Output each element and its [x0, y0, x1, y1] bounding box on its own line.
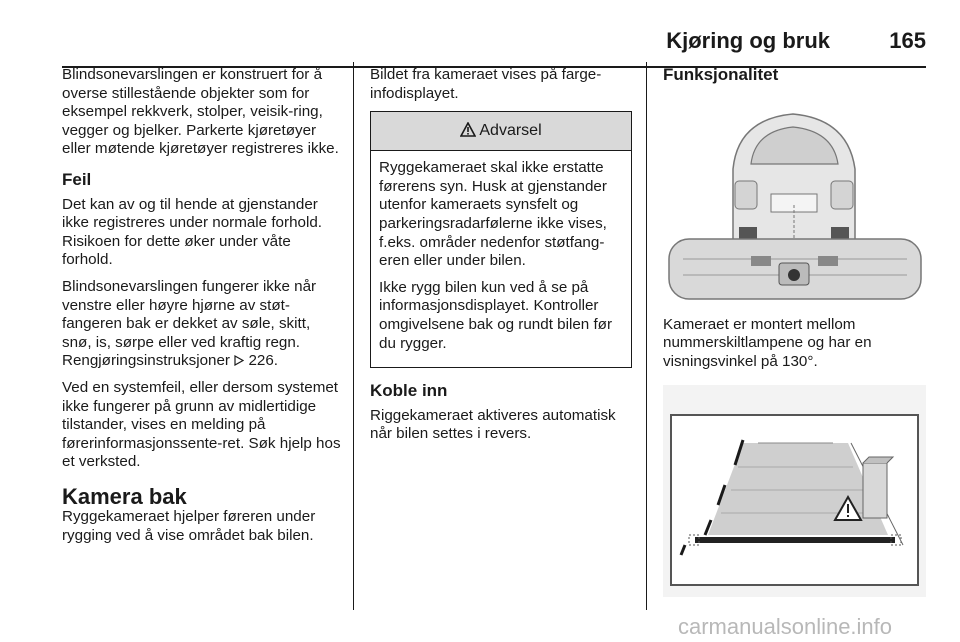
camera-position-paragraph: Kameraet er montert mellom nummerskiltlampene og har en visningsvinkel på 130°.: [663, 315, 872, 370]
column-divider-1: [353, 62, 354, 610]
page-header: [62, 28, 926, 58]
fault-paragraph-2-text: Blindsonevarslingen fungerer ikke når venstre eller høyre hjørne av støt-fangeren bak er dekket av søle, skitt, snø, is, sørpe eller ved kraftig regn. Rengjøringsinstruksjoner: [62, 277, 317, 370]
column-1: [62, 66, 342, 554]
chapter-title: Kjøring og bruk: [666, 28, 830, 53]
warning-title: Advarsel: [479, 121, 542, 139]
activate-heading: Koble inn: [370, 381, 448, 401]
camera-display-illustration: [663, 385, 926, 597]
fault-paragraph-1: Det kan av og til hende at gjenstander ikke registreres under normale forhold. Risikoen for dette øker under våte forhold.: [62, 195, 322, 269]
warning-paragraph-1: Ryggekameraet skal ikke erstatte førerens syn. Husk at gjenstander utenfor kameraets synsfelt og parkeringsradarfølerne ikke vises, f.eks. områder nedenfor støtfang-eren eller under bilen.: [379, 159, 607, 270]
rear-camera-intro: Ryggekameraet hjelper føreren under rygging ved å vise området bak bilen.: [62, 508, 316, 545]
fault-paragraph-2: [62, 278, 342, 371]
fault-paragraph-3: Ved en systemfeil, eller dersom systemet ikke fungerer på grunn av midlertidige tilstander, vises en melding på førerinformasjonssente-ret. Søk hjelp hos et verksted.: [62, 378, 341, 471]
warning-header: [371, 112, 631, 151]
display-paragraph: Bildet fra kameraet vises på farge-infodisplayet.: [370, 66, 602, 102]
functionality-heading: Funksjonalitet: [663, 65, 779, 84]
column-2: [370, 66, 632, 452]
warning-box: [370, 111, 632, 368]
page-ref-link[interactable]: 226.: [244, 352, 278, 370]
page-ref-arrow-icon: [234, 352, 244, 369]
rear-camera-heading: Kamera bak: [62, 483, 187, 509]
page-number: 165: [889, 28, 926, 53]
watermark: carmanualsonline.info: [678, 614, 893, 639]
column-divider-2: [646, 62, 647, 610]
warning-paragraph-2: Ikke rygg bilen kun ved å se på informasjonsdisplayet. Kontroller omgivelsene bak og rundt bilen før du rygger.: [379, 278, 613, 352]
blind-spot-intro-paragraph: Blindsonevarslingen er konstruert for å overse stillestående objekter som for eksempel rekkverk, stolper, veisik-ring, vegger og bjelker. Parkerte kjøretøyer eller møtende kjøretøyer registreres ikke.: [62, 66, 339, 158]
warning-triangle-icon: [460, 122, 476, 141]
fault-heading: Feil: [62, 169, 92, 189]
car-rear-camera-illustration: [663, 99, 926, 304]
activate-paragraph: Riggekameraet aktiveres automatisk når bilen settes i revers.: [370, 406, 616, 443]
warning-body: [371, 151, 631, 367]
column-3: [663, 66, 926, 597]
